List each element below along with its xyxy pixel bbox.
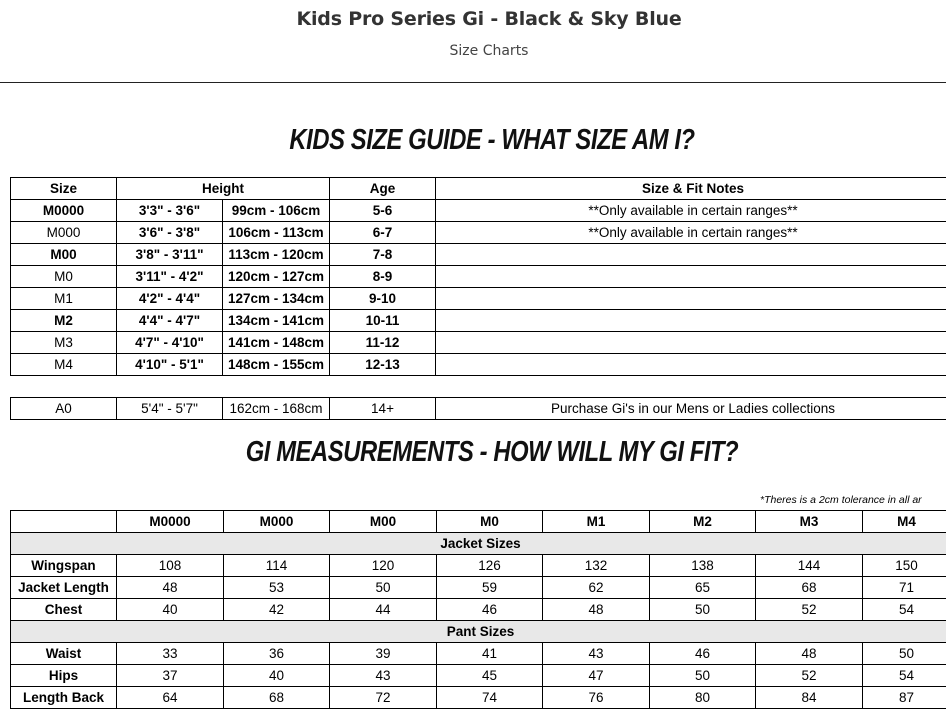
measurement-value: 68: [224, 687, 330, 709]
measurement-value: 48: [756, 643, 863, 665]
size-cell: M1: [11, 288, 117, 310]
measurement-value: 138: [650, 555, 756, 577]
size-cell: M0000: [11, 200, 117, 222]
measurement-value: 48: [543, 599, 650, 621]
size-guide-heading: KIDS SIZE GUIDE - WHAT SIZE AM I?: [289, 124, 695, 156]
measurement-row: [11, 555, 946, 577]
pant-sizes-row-label: Pant Sizes: [11, 621, 946, 643]
measurement-value: 52: [756, 665, 863, 687]
adult-size-cell: A0: [11, 398, 117, 420]
height-cm-cell: 134cm - 141cm: [223, 310, 330, 332]
measurement-value: 114: [224, 555, 330, 577]
measurement-value: 74: [437, 687, 543, 709]
size-guide-header-row: [11, 178, 946, 200]
height-ft-cell: 3'6" - 3'8": [117, 222, 223, 244]
measurement-value: 87: [863, 687, 946, 709]
measurement-value: 52: [756, 599, 863, 621]
measurement-label: Hips: [11, 665, 117, 687]
size-cell: M4: [11, 354, 117, 376]
measurement-value: 39: [330, 643, 437, 665]
tolerance-note: *Theres is a 2cm tolerance in all ar: [760, 494, 922, 506]
measurement-value: 50: [863, 643, 946, 665]
notes-cell: [436, 332, 946, 354]
measurement-value: 68: [756, 577, 863, 599]
measurement-value: 47: [543, 665, 650, 687]
height-ft-cell: 4'7" - 4'10": [117, 332, 223, 354]
measurement-value: 64: [117, 687, 224, 709]
measurement-value: 126: [437, 555, 543, 577]
age-cell: 12-13: [330, 354, 436, 376]
size-guide-row: [11, 222, 946, 244]
height-ft-cell: 4'2" - 4'4": [117, 288, 223, 310]
measurement-label: Jacket Length: [11, 577, 117, 599]
blank-corner-cell: [11, 511, 117, 533]
measurement-value: 40: [117, 599, 224, 621]
measurement-label: Waist: [11, 643, 117, 665]
notes-cell: [436, 266, 946, 288]
gi-measurements-table: [10, 510, 946, 709]
notes-cell: [436, 244, 946, 266]
age-cell: 10-11: [330, 310, 436, 332]
page-subtitle: Size Charts: [449, 43, 529, 59]
size-col-header: M00: [330, 511, 437, 533]
size-guide-table: [10, 177, 946, 376]
adult-height-cm-cell: 162cm - 168cm: [223, 398, 330, 420]
measurement-value: 36: [224, 643, 330, 665]
pant-sizes-row: [11, 621, 946, 643]
measurement-value: 53: [224, 577, 330, 599]
height-cm-cell: 148cm - 155cm: [223, 354, 330, 376]
measurement-value: 50: [650, 599, 756, 621]
height-cm-cell: 99cm - 106cm: [223, 200, 330, 222]
col-header-age: Age: [330, 178, 436, 200]
measurement-value: 50: [330, 577, 437, 599]
size-col-header: M0000: [117, 511, 224, 533]
col-header-size: Size: [11, 178, 117, 200]
size-guide-row: [11, 354, 946, 376]
measurement-value: 43: [543, 643, 650, 665]
measurement-value: 144: [756, 555, 863, 577]
adult-age-cell: 14+: [330, 398, 436, 420]
adult-size-row: [11, 398, 946, 420]
adult-size-table: [10, 397, 946, 420]
measurement-row: [11, 643, 946, 665]
measurement-value: 150: [863, 555, 946, 577]
size-cell: M2: [11, 310, 117, 332]
size-col-header: M000: [224, 511, 330, 533]
age-cell: 9-10: [330, 288, 436, 310]
height-ft-cell: 3'8" - 3'11": [117, 244, 223, 266]
measurement-label: Chest: [11, 599, 117, 621]
age-cell: 6-7: [330, 222, 436, 244]
measurement-value: 41: [437, 643, 543, 665]
size-col-header: M4: [863, 511, 946, 533]
size-guide-row: [11, 288, 946, 310]
measurement-value: 65: [650, 577, 756, 599]
height-cm-cell: 113cm - 120cm: [223, 244, 330, 266]
notes-cell: [436, 288, 946, 310]
measurement-label: Wingspan: [11, 555, 117, 577]
height-cm-cell: 120cm - 127cm: [223, 266, 330, 288]
measurement-value: 80: [650, 687, 756, 709]
jacket-sizes-row: [11, 533, 946, 555]
size-guide-row: [11, 310, 946, 332]
gi-header-row: [11, 511, 946, 533]
measurement-value: 46: [650, 643, 756, 665]
measurement-value: 132: [543, 555, 650, 577]
notes-cell: **Only available in certain ranges**: [436, 200, 946, 222]
measurement-value: 84: [756, 687, 863, 709]
measurement-value: 43: [330, 665, 437, 687]
measurement-value: 72: [330, 687, 437, 709]
size-cell: M3: [11, 332, 117, 354]
notes-cell: **Only available in certain ranges**: [436, 222, 946, 244]
measurement-value: 71: [863, 577, 946, 599]
size-guide-row: [11, 244, 946, 266]
height-ft-cell: 4'4" - 4'7": [117, 310, 223, 332]
measurement-value: 46: [437, 599, 543, 621]
measurement-row: [11, 665, 946, 687]
jacket-sizes-row-label: Jacket Sizes: [11, 533, 946, 555]
age-cell: 8-9: [330, 266, 436, 288]
size-cell: M000: [11, 222, 117, 244]
height-cm-cell: 106cm - 113cm: [223, 222, 330, 244]
measurement-value: 59: [437, 577, 543, 599]
measurement-value: 42: [224, 599, 330, 621]
size-guide-row: [11, 332, 946, 354]
size-col-header: M2: [650, 511, 756, 533]
adult-height-ft-cell: 5'4" - 5'7": [117, 398, 223, 420]
measurement-label: Length Back: [11, 687, 117, 709]
gi-measurements-heading: GI MEASUREMENTS - HOW WILL MY GI FIT?: [245, 436, 739, 468]
measurement-row: [11, 577, 946, 599]
measurement-value: 54: [863, 665, 946, 687]
measurement-row: [11, 599, 946, 621]
height-ft-cell: 3'3" - 3'6": [117, 200, 223, 222]
age-cell: 7-8: [330, 244, 436, 266]
measurement-value: 40: [224, 665, 330, 687]
measurement-value: 62: [543, 577, 650, 599]
measurement-value: 45: [437, 665, 543, 687]
notes-cell: [436, 310, 946, 332]
height-ft-cell: 3'11" - 4'2": [117, 266, 223, 288]
size-guide-row: [11, 266, 946, 288]
age-cell: 11-12: [330, 332, 436, 354]
size-col-header: M3: [756, 511, 863, 533]
size-col-header: M1: [543, 511, 650, 533]
size-cell: M0: [11, 266, 117, 288]
col-header-notes: Size & Fit Notes: [436, 178, 946, 200]
height-cm-cell: 141cm - 148cm: [223, 332, 330, 354]
height-ft-cell: 4'10" - 5'1": [117, 354, 223, 376]
age-cell: 5-6: [330, 200, 436, 222]
notes-cell: [436, 354, 946, 376]
page-title: Kids Pro Series Gi - Black & Sky Blue: [296, 8, 682, 30]
measurement-value: 54: [863, 599, 946, 621]
measurement-value: 33: [117, 643, 224, 665]
measurement-value: 37: [117, 665, 224, 687]
col-header-height: Height: [117, 178, 330, 200]
measurement-value: 120: [330, 555, 437, 577]
measurement-value: 76: [543, 687, 650, 709]
measurement-row: [11, 687, 946, 709]
measurement-value: 48: [117, 577, 224, 599]
size-col-header: M0: [437, 511, 543, 533]
size-cell: M00: [11, 244, 117, 266]
page-header: [0, 0, 946, 83]
measurement-value: 108: [117, 555, 224, 577]
adult-notes-cell: Purchase Gi's in our Mens or Ladies collections: [436, 398, 946, 420]
measurement-value: 50: [650, 665, 756, 687]
size-guide-row: [11, 200, 946, 222]
measurement-value: 44: [330, 599, 437, 621]
height-cm-cell: 127cm - 134cm: [223, 288, 330, 310]
